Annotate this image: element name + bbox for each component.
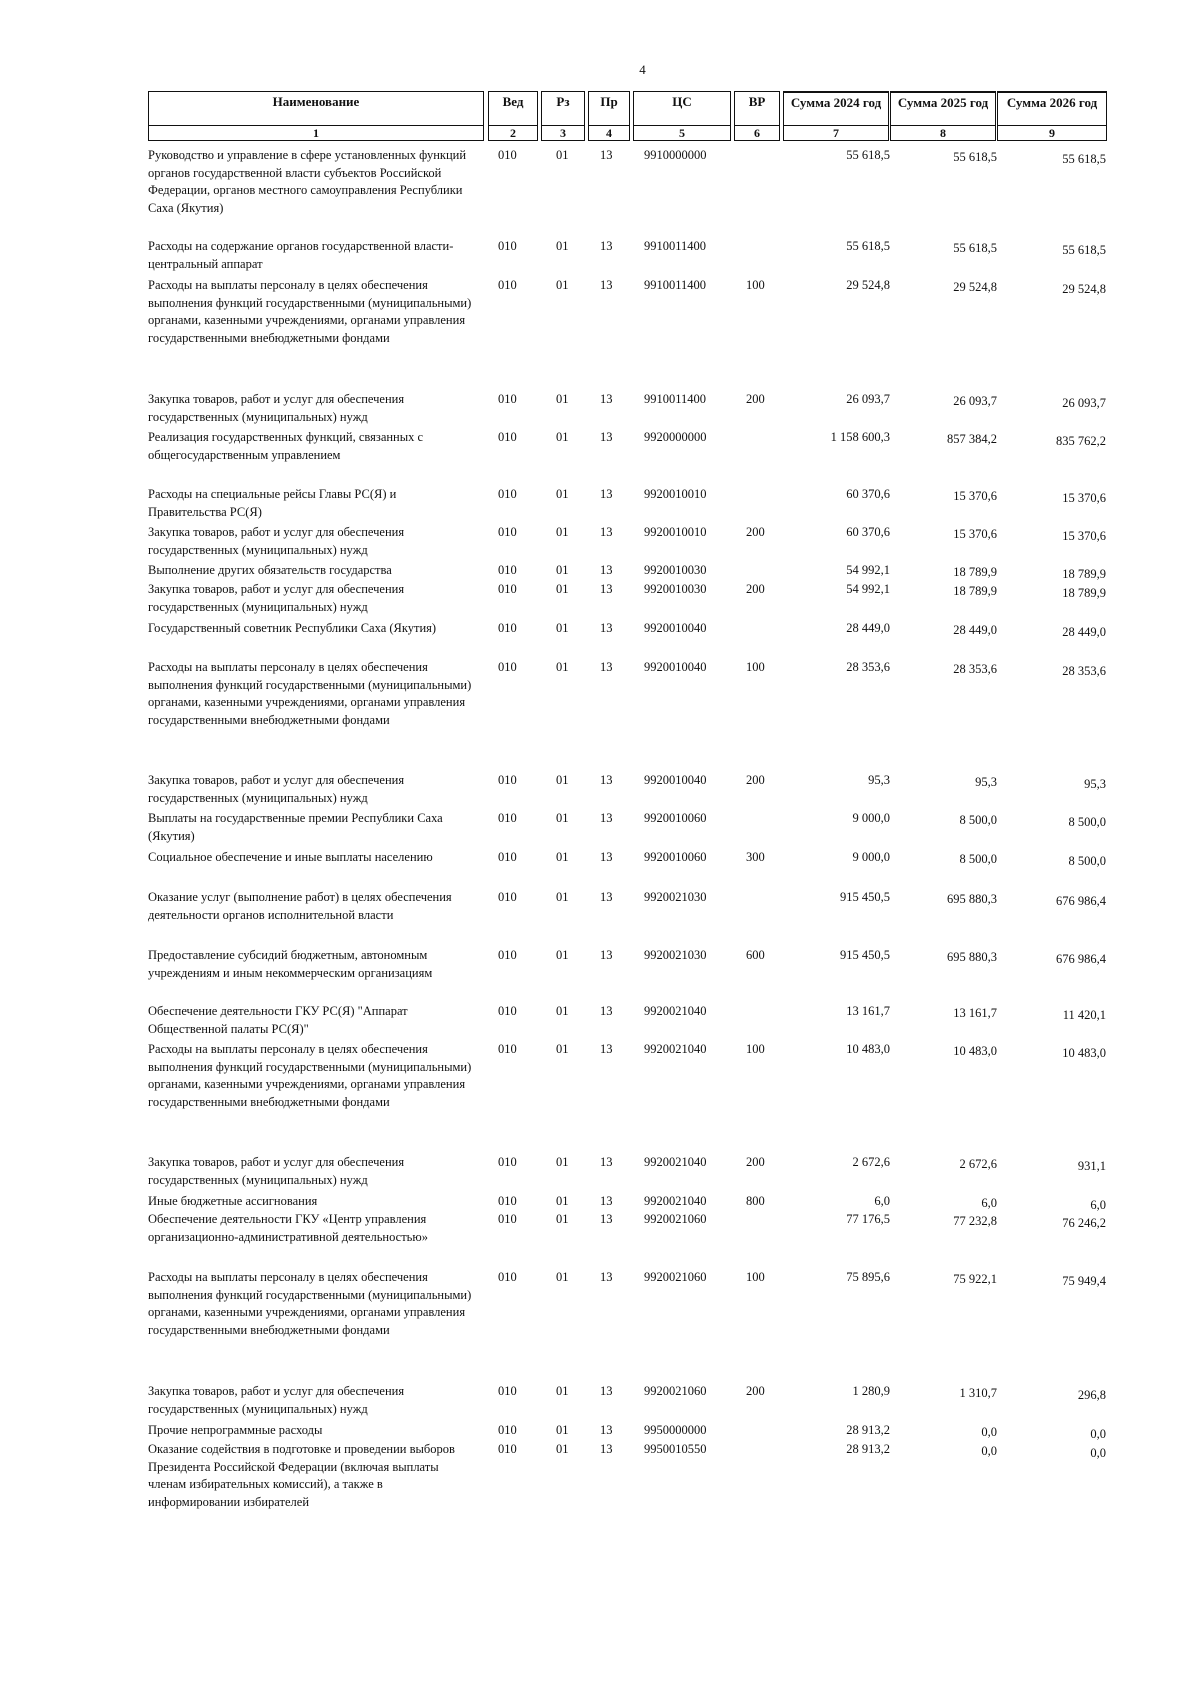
row-rz: 01 [556, 1194, 569, 1208]
row-ved: 010 [498, 525, 517, 539]
row-sum-2026: 28 353,6 [1062, 664, 1106, 678]
row-sum-2025: 28 353,6 [953, 662, 997, 676]
row-rz: 01 [556, 811, 569, 825]
row-vr: 100 [746, 1042, 765, 1056]
row-name: Расходы на специальные рейсы Главы РС(Я) и Правительства РС(Я) [148, 487, 397, 519]
row-cs: 9910011400 [644, 392, 707, 406]
row-rz: 01 [556, 1384, 569, 1398]
row-ved: 010 [498, 1004, 517, 1018]
row-ved: 010 [498, 948, 517, 962]
row-rz: 01 [556, 582, 569, 596]
column-number-8: 8 [891, 125, 995, 140]
row-ved: 010 [498, 239, 517, 253]
row-sum-2026: 676 986,4 [1056, 952, 1106, 966]
row-cs: 9920000000 [644, 430, 707, 444]
row-pr: 13 [600, 773, 613, 787]
row-sum-2024: 28 913,2 [846, 1423, 890, 1437]
row-sum-2025: 55 618,5 [953, 150, 997, 164]
row-name: Закупка товаров, работ и услуг для обеспечения государственных (муниципальных) нужд [148, 392, 405, 424]
row-sum-2025: 26 093,7 [953, 394, 997, 408]
header-pr [588, 91, 630, 141]
row-pr: 13 [600, 1004, 613, 1018]
row-rz: 01 [556, 660, 569, 674]
row-vr: 200 [746, 392, 765, 406]
row-ved: 010 [498, 1155, 517, 1169]
row-sum-2024: 60 370,6 [846, 487, 890, 501]
row-ved: 010 [498, 660, 517, 674]
row-ved: 010 [498, 621, 517, 635]
row-sum-2026: 10 483,0 [1062, 1046, 1106, 1060]
header-ved [488, 91, 538, 141]
row-name: Закупка товаров, работ и услуг для обеспечения государственных (муниципальных) нужд [148, 773, 405, 805]
row-sum-2025: 8 500,0 [959, 813, 997, 827]
row-rz: 01 [556, 1442, 569, 1456]
header-ved-label: Вед [502, 94, 524, 109]
row-sum-2024: 28 913,2 [846, 1442, 890, 1456]
row-ved: 010 [498, 850, 517, 864]
column-number-4: 4 [589, 125, 629, 140]
row-sum-2025: 8 500,0 [959, 852, 997, 866]
row-pr: 13 [600, 1423, 613, 1437]
row-name: Закупка товаров, работ и услуг для обеспечения государственных (муниципальных) нужд [148, 1384, 405, 1416]
row-sum-2026: 28 449,0 [1062, 625, 1106, 639]
row-sum-2024: 26 093,7 [846, 392, 890, 406]
row-cs: 9910011400 [644, 239, 707, 253]
row-cs: 9920010030 [644, 563, 707, 577]
row-ved: 010 [498, 487, 517, 501]
row-rz: 01 [556, 1212, 569, 1226]
row-pr: 13 [600, 1042, 613, 1056]
row-sum-2024: 28 353,6 [846, 660, 890, 674]
row-sum-2025: 55 618,5 [953, 241, 997, 255]
row-name: Оказание содействия в подготовке и проведении выборов Президента Российской Федерации (включая выплаты членам избирательных комиссий), а также в информировании избирателей [148, 1442, 455, 1509]
row-rz: 01 [556, 850, 569, 864]
row-cs: 9920010060 [644, 811, 707, 825]
row-sum-2025: 28 449,0 [953, 623, 997, 637]
row-rz: 01 [556, 430, 569, 444]
row-ved: 010 [498, 392, 517, 406]
row-sum-2024: 2 672,6 [852, 1155, 890, 1169]
row-cs: 9920021040 [644, 1004, 707, 1018]
row-name: Иные бюджетные ассигнования [148, 1194, 318, 1208]
row-sum-2026: 0,0 [1090, 1446, 1106, 1460]
row-ved: 010 [498, 582, 517, 596]
row-pr: 13 [600, 239, 613, 253]
row-cs: 9920010040 [644, 660, 707, 674]
row-sum-2025: 15 370,6 [953, 489, 997, 503]
row-name: Расходы на содержание органов государственной власти- центральный аппарат [148, 239, 454, 271]
row-sum-2025: 18 789,9 [953, 565, 997, 579]
column-number-3: 3 [542, 125, 584, 140]
header-cs-label: ЦС [672, 94, 692, 109]
row-name: Прочие непрограммные расходы [148, 1423, 323, 1437]
column-number-5: 5 [634, 125, 730, 140]
row-sum-2026: 29 524,8 [1062, 282, 1106, 296]
row-pr: 13 [600, 1442, 613, 1456]
row-rz: 01 [556, 1004, 569, 1018]
header-cs [633, 91, 731, 141]
header-sum-2025 [890, 91, 996, 141]
row-vr: 200 [746, 582, 765, 596]
row-pr: 13 [600, 1384, 613, 1398]
row-rz: 01 [556, 148, 569, 162]
row-sum-2025: 6,0 [981, 1196, 997, 1210]
row-sum-2024: 60 370,6 [846, 525, 890, 539]
row-ved: 010 [498, 1442, 517, 1456]
column-number-9: 9 [998, 125, 1106, 140]
row-vr: 200 [746, 525, 765, 539]
row-sum-2025: 10 483,0 [953, 1044, 997, 1058]
row-sum-2025: 857 384,2 [947, 432, 997, 446]
row-rz: 01 [556, 1270, 569, 1284]
row-ved: 010 [498, 1042, 517, 1056]
row-name: Оказание услуг (выполнение работ) в целях обеспечения деятельности органов исполнительной власти [148, 890, 452, 922]
column-number-7: 7 [784, 125, 888, 140]
row-sum-2024: 13 161,7 [846, 1004, 890, 1018]
row-cs: 9910011400 [644, 278, 707, 292]
header-vr [734, 91, 780, 141]
row-name: Руководство и управление в сфере установленных функций органов государственной власти субъектов Российской Федерации, органов местного самоуправления Республики Саха (Якутия) [148, 148, 467, 215]
row-sum-2025: 2 672,6 [959, 1157, 997, 1171]
row-sum-2026: 296,8 [1077, 1388, 1106, 1402]
row-cs: 9920021040 [644, 1194, 707, 1208]
row-ved: 010 [498, 563, 517, 577]
header-sum-2026-label: Сумма 2026 год [1006, 95, 1098, 110]
row-sum-2025: 0,0 [981, 1444, 997, 1458]
header-sum-2024-label: Сумма 2024 год [790, 95, 882, 110]
row-sum-2024: 6,0 [874, 1194, 890, 1208]
header-sum-2026 [997, 91, 1107, 141]
row-pr: 13 [600, 1155, 613, 1169]
row-sum-2026: 15 370,6 [1062, 529, 1106, 543]
column-number-1: 1 [149, 125, 483, 140]
header-name [148, 91, 484, 141]
row-sum-2026: 15 370,6 [1062, 491, 1106, 505]
column-number-6: 6 [735, 125, 779, 140]
row-sum-2024: 915 450,5 [840, 890, 890, 904]
row-sum-2026: 676 986,4 [1056, 894, 1106, 908]
row-sum-2024: 54 992,1 [846, 563, 890, 577]
row-sum-2026: 55 618,5 [1062, 243, 1106, 257]
row-sum-2025: 695 880,3 [947, 950, 997, 964]
row-rz: 01 [556, 563, 569, 577]
row-cs: 9920021030 [644, 948, 707, 962]
row-sum-2026: 18 789,9 [1062, 586, 1106, 600]
row-ved: 010 [498, 1212, 517, 1226]
row-sum-2026: 11 420,1 [1062, 1008, 1106, 1022]
header-sum-2025-label: Сумма 2025 год [897, 95, 989, 110]
row-rz: 01 [556, 239, 569, 253]
row-pr: 13 [600, 890, 613, 904]
row-name: Социальное обеспечение и иные выплаты населению [148, 850, 433, 864]
header-rz-label: Рз [556, 94, 570, 109]
table-header [148, 91, 1110, 141]
row-pr: 13 [600, 1270, 613, 1284]
row-vr: 100 [746, 278, 765, 292]
row-pr: 13 [600, 621, 613, 635]
row-name: Государственный советник Республики Саха (Якутия) [148, 621, 437, 635]
header-name-label: Наименование [272, 94, 360, 109]
row-name: Обеспечение деятельности ГКУ «Центр управления организационно-административной деятельностью» [148, 1212, 428, 1244]
row-rz: 01 [556, 1155, 569, 1169]
row-sum-2025: 18 789,9 [953, 584, 997, 598]
row-rz: 01 [556, 487, 569, 501]
row-sum-2026: 55 618,5 [1062, 152, 1106, 166]
row-pr: 13 [600, 392, 613, 406]
row-pr: 13 [600, 1212, 613, 1226]
row-cs: 9920010060 [644, 850, 707, 864]
row-ved: 010 [498, 430, 517, 444]
row-sum-2026: 0,0 [1090, 1427, 1106, 1441]
row-sum-2024: 75 895,6 [846, 1270, 890, 1284]
row-rz: 01 [556, 525, 569, 539]
row-cs: 9920010010 [644, 487, 707, 501]
row-sum-2026: 835 762,2 [1056, 434, 1106, 448]
row-cs: 9920021040 [644, 1042, 707, 1056]
row-name: Предоставление субсидий бюджетным, автономным учреждениям и иным некоммерческим организациям [148, 948, 433, 980]
row-sum-2025: 29 524,8 [953, 280, 997, 294]
row-cs: 9920021060 [644, 1270, 707, 1284]
row-name: Расходы на выплаты персоналу в целях обеспечения выполнения функций государственными (муниципальными) органами, казенными учреждениями, органами управления государственными внебюджетными фондами [148, 278, 472, 345]
row-rz: 01 [556, 621, 569, 635]
row-pr: 13 [600, 278, 613, 292]
row-pr: 13 [600, 1194, 613, 1208]
row-name: Закупка товаров, работ и услуг для обеспечения государственных (муниципальных) нужд [148, 525, 405, 557]
row-sum-2026: 931,1 [1077, 1159, 1106, 1173]
row-ved: 010 [498, 148, 517, 162]
row-cs: 9920010040 [644, 621, 707, 635]
row-sum-2024: 29 524,8 [846, 278, 890, 292]
row-sum-2024: 915 450,5 [840, 948, 890, 962]
header-pr-label: Пр [600, 94, 618, 109]
row-sum-2024: 1 158 600,3 [830, 430, 890, 444]
row-pr: 13 [600, 948, 613, 962]
row-sum-2024: 77 176,5 [846, 1212, 890, 1226]
header-vr-label: ВР [748, 94, 766, 109]
row-sum-2026: 95,3 [1084, 777, 1106, 791]
row-sum-2024: 54 992,1 [846, 582, 890, 596]
row-ved: 010 [498, 811, 517, 825]
row-sum-2026: 76 246,2 [1062, 1216, 1106, 1230]
row-name: Расходы на выплаты персоналу в целях обеспечения выполнения функций государственными (муниципальными) органами, казенными учреждениями, органами управления государственными внебюджетными фондами [148, 1042, 472, 1109]
row-name: Закупка товаров, работ и услуг для обеспечения государственных (муниципальных) нужд [148, 582, 405, 614]
header-sum-2024 [783, 91, 889, 141]
row-sum-2026: 75 949,4 [1062, 1274, 1106, 1288]
row-cs: 9920010010 [644, 525, 707, 539]
row-sum-2024: 95,3 [868, 773, 890, 787]
row-rz: 01 [556, 1423, 569, 1437]
row-name: Обеспечение деятельности ГКУ РС(Я) "Аппарат Общественной палаты РС(Я)" [148, 1004, 408, 1036]
row-sum-2026: 8 500,0 [1068, 815, 1106, 829]
row-pr: 13 [600, 430, 613, 444]
row-sum-2026: 26 093,7 [1062, 396, 1106, 410]
row-ved: 010 [498, 278, 517, 292]
row-sum-2025: 13 161,7 [953, 1006, 997, 1020]
row-ved: 010 [498, 1270, 517, 1284]
row-pr: 13 [600, 525, 613, 539]
row-ved: 010 [498, 773, 517, 787]
row-ved: 010 [498, 1423, 517, 1437]
row-rz: 01 [556, 1042, 569, 1056]
row-sum-2024: 10 483,0 [846, 1042, 890, 1056]
row-cs: 9920010030 [644, 582, 707, 596]
row-sum-2024: 9 000,0 [852, 811, 890, 825]
row-rz: 01 [556, 890, 569, 904]
row-sum-2024: 55 618,5 [846, 148, 890, 162]
row-cs: 9920021040 [644, 1155, 707, 1169]
row-pr: 13 [600, 582, 613, 596]
row-rz: 01 [556, 392, 569, 406]
row-sum-2024: 28 449,0 [846, 621, 890, 635]
row-vr: 100 [746, 1270, 765, 1284]
row-name: Выплаты на государственные премии Республики Саха (Якутия) [148, 811, 443, 843]
row-rz: 01 [556, 773, 569, 787]
row-pr: 13 [600, 563, 613, 577]
row-vr: 100 [746, 660, 765, 674]
row-sum-2026: 8 500,0 [1068, 854, 1106, 868]
row-sum-2025: 0,0 [981, 1425, 997, 1439]
row-ved: 010 [498, 1194, 517, 1208]
row-rz: 01 [556, 948, 569, 962]
row-cs: 9920021030 [644, 890, 707, 904]
row-rz: 01 [556, 278, 569, 292]
row-name: Реализация государственных функций, связанных с общегосударственным управлением [148, 430, 424, 462]
row-cs: 9920010040 [644, 773, 707, 787]
row-name: Выполнение других обязательств государства [148, 563, 392, 577]
row-sum-2026: 6,0 [1090, 1198, 1106, 1212]
row-cs: 9950000000 [644, 1423, 707, 1437]
row-cs: 9920021060 [644, 1384, 707, 1398]
row-name: Расходы на выплаты персоналу в целях обеспечения выполнения функций государственными (муниципальными) органами, казенными учреждениями, органами управления государственными внебюджетными фондами [148, 660, 472, 727]
row-vr: 200 [746, 773, 765, 787]
row-sum-2025: 77 232,8 [953, 1214, 997, 1228]
row-sum-2025: 95,3 [975, 775, 997, 789]
row-sum-2024: 55 618,5 [846, 239, 890, 253]
row-ved: 010 [498, 1384, 517, 1398]
row-sum-2025: 75 922,1 [953, 1272, 997, 1286]
row-ved: 010 [498, 890, 517, 904]
row-cs: 9910000000 [644, 148, 707, 162]
header-rz [541, 91, 585, 141]
row-name: Закупка товаров, работ и услуг для обеспечения государственных (муниципальных) нужд [148, 1155, 405, 1187]
row-pr: 13 [600, 148, 613, 162]
page-number: 4 [639, 62, 646, 77]
row-vr: 300 [746, 850, 765, 864]
row-sum-2025: 15 370,6 [953, 527, 997, 541]
row-pr: 13 [600, 660, 613, 674]
row-sum-2025: 1 310,7 [959, 1386, 997, 1400]
row-vr: 600 [746, 948, 765, 962]
row-pr: 13 [600, 487, 613, 501]
row-name: Расходы на выплаты персоналу в целях обеспечения выполнения функций государственными (муниципальными) органами, казенными учреждениями, органами управления государственными внебюджетными фондами [148, 1270, 472, 1337]
row-sum-2026: 18 789,9 [1062, 567, 1106, 581]
row-sum-2025: 695 880,3 [947, 892, 997, 906]
row-vr: 800 [746, 1194, 765, 1208]
row-cs: 9920021060 [644, 1212, 707, 1226]
column-number-2: 2 [489, 125, 537, 140]
row-pr: 13 [600, 850, 613, 864]
row-sum-2024: 1 280,9 [852, 1384, 890, 1398]
row-cs: 9950010550 [644, 1442, 707, 1456]
row-vr: 200 [746, 1384, 765, 1398]
row-vr: 200 [746, 1155, 765, 1169]
row-pr: 13 [600, 811, 613, 825]
row-sum-2024: 9 000,0 [852, 850, 890, 864]
